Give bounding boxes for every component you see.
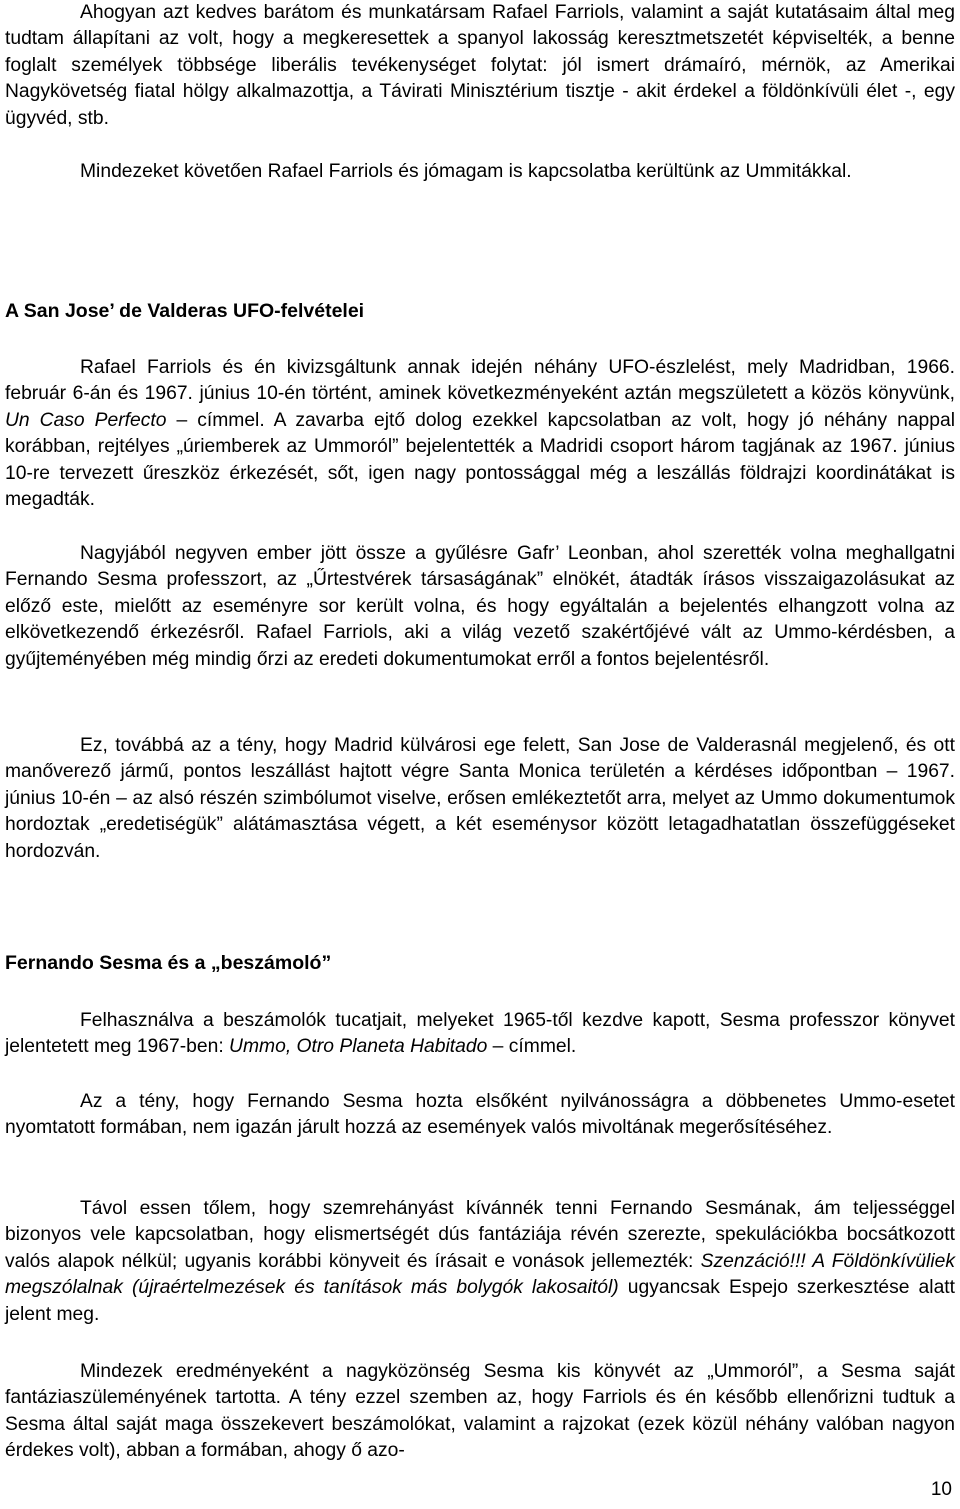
section-heading-fernando-sesma: Fernando Sesma és a „beszámoló” — [5, 952, 332, 974]
paragraph-6-text-a: Felhasználva a beszámolók tucatjait, melyeket 1965-től kezdve kapott, Sesma professzor könyvet jelentetett meg 1967-ben: — [5, 1010, 955, 1058]
paragraph-7: Az a tény, hogy Fernando Sesma hozta elsőként nyilvánosságra a döbbenetes Ummo-esetet nyomtatott formában, nem igazán járult hozzá az események valós mivoltának megerősítéséhez. — [5, 1091, 955, 1139]
section-heading-san-jose: A San Jose’ de Valderas UFO-felvételei — [5, 300, 365, 322]
paragraph-8 — [5, 1196, 955, 1328]
book-title-szenzacio: Szenzáció!!! A Földönkívüliek megszólalnak (újraértelmezések és tanítások más bolygók lakosaitól) — [5, 1250, 955, 1299]
paragraph-1: Ahogyan azt kedves barátom és munkatársam Rafael Farriols, valamint a saját kutatásaim által meg tudtam állapítani az volt, hogy a megkeresettek a spanyol lakosság keresztmetszetét képviselték, a benne foglalt személyek többsége liberális tevékenységet folytat: jól ismert drámaíró, mérnök, az Amerikai Nagykövetség fiatal hölgy alkalmazottja, a Távirati Minisztérium tisztje - akit érdekel a földönkívüli élet -, egy ügyvéd, stb. — [5, 2, 955, 129]
paragraph-3-text-b: – címmel. A zavarba ejtő dolog ezekkel kapcsolatban az volt, hogy jó néhány nappal korábban, rejtélyes „úriemberek az Ummoról” bejelentették a Madridi csoport három tagjának az 1967. június 10-re tervezett űreszköz érkezését, sőt, igen nagy pontossággal még a leszállás földrajzi koordinátákat is megadták. — [5, 409, 955, 511]
paragraph-6-text-b: – címmel. — [487, 1036, 577, 1058]
page-number: 10 — [930, 1479, 952, 1500]
paragraph-6 — [5, 1008, 955, 1061]
paragraph-4: Nagyjából negyven ember jött össze a gyűlésre Gafr’ Leonban, ahol szerették volna meghallgatni Fernando Sesma professzort, az „Űrtestvérek társaságának” elnökét, átadták írásos visszaigazolásukat az előző este, mielőtt az eseményre sor került volna, és hogy egyáltalán a bejelentés elhangzott volna az elkövetkezendő érkezésről. Rafael Farriols, aki a világ vezető szakértőjévé vált az Ummo-kérdésben, a gyűjteményében még mindig őrzi az eredeti dokumentumokat erről a fontos bejelentésről. — [5, 543, 955, 670]
paragraph-3 — [5, 355, 955, 513]
book-title-ummo-otro-planeta: Ummo, Otro Planeta Habitado — [229, 1036, 488, 1058]
paragraph-8-text-a: Távol essen tőlem, hogy szemrehányást kívánnék tenni Fernando Sesmának, ám teljességgel bizonyos vele kapcsolatban, hogy elismertségét dús fantáziája révén szerezte, spekulációkba bocsátkozott valós alapok nélkül; ugyanis korábbi könyveit és írásait e vonások jellemezték: — [5, 1198, 955, 1272]
book-title-un-caso-perfecto: Un Caso Perfecto — [5, 409, 167, 431]
paragraph-5: Ez, továbbá az a tény, hogy Madrid külvárosi ege felett, San Jose de Valderasnál megjelenő, és ott manőverező jármű, pontos leszállást hajtott végre Santa Monica területén a kérdéses időpontban – 1967. június 10-én – az alsó részén szimbólumot viselve, erősen emlékeztetőt arra, melyet az Ummo dokumentumok hordoztak „eredetiségük” alátámasztása végett, a két eseménysor között letagadhatatlan összefüggéseket hordozván. — [5, 735, 955, 862]
paragraph-3-text-a: Rafael Farriols és én kivizsgáltunk annak idején néhány UFO-észlelést, mely Madridban, 1966. február 6-án és 1967. június 10-én történt, aminek következményeként aztán megszületett a közös könyvünk, — [5, 357, 955, 405]
paragraph-8-text-b: ugyancsak Espejo szerkesztése alatt jelent meg. — [5, 1277, 956, 1325]
paragraph-9: Mindezek eredményeként a nagyközönség Sesma kis könyvét az „Ummoról”, a Sesma saját fantáziaszüleményének tartotta. A tény ezzel szemben az, hogy Farriols és én később ellenőrizni tudtuk a Sesma által saját maga összekevert beszámolókat, valamint a rajzokat (ezek közül néhány valóban nagyon érdekes volt), abban a formában, ahogy ő azo- — [5, 1361, 955, 1462]
paragraph-2: Mindezeket követően Rafael Farriols és jómagam is kapcsolatba kerültünk az Ummitákkal. — [80, 161, 852, 182]
